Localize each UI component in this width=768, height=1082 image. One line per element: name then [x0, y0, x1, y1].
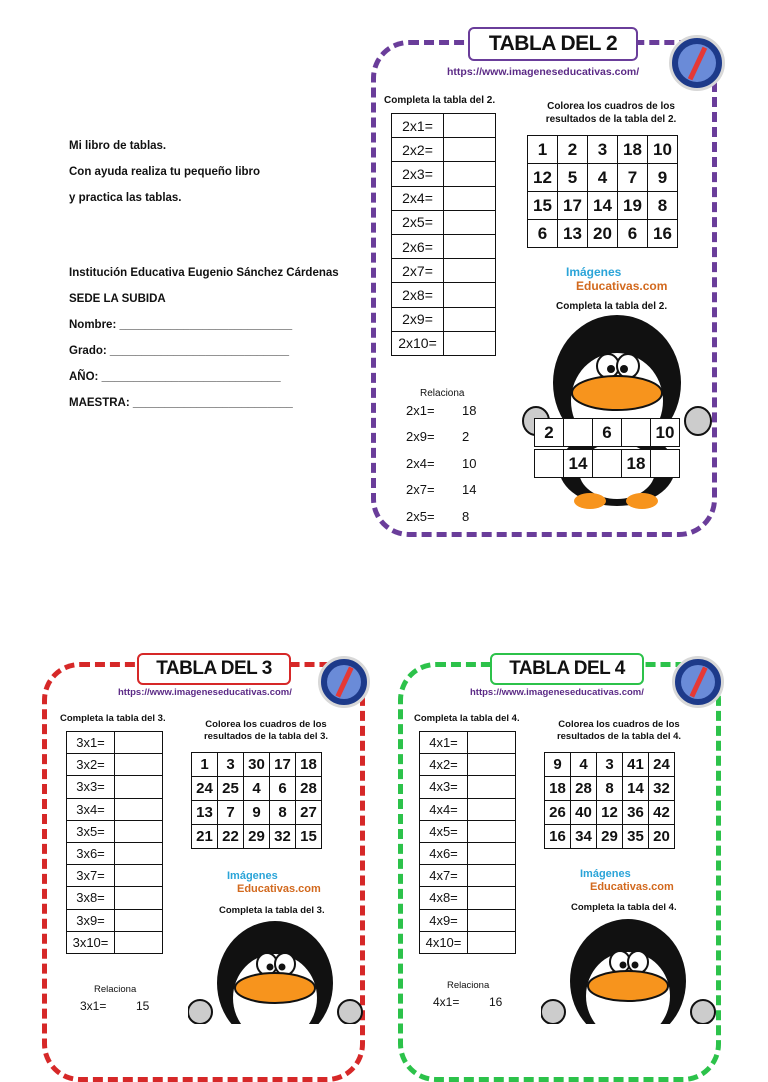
relate-expression: 2x4=: [406, 455, 435, 471]
relate-value: 18: [462, 402, 477, 418]
grid-cell: 34: [571, 825, 597, 849]
grid-cell: 36: [623, 801, 649, 825]
multiplication-label: 4x7=: [420, 865, 468, 887]
relate-list: [406, 397, 476, 530]
grid-cell: 30: [244, 753, 270, 777]
multiplication-label: 4x5=: [420, 820, 468, 842]
grid-cell: 12: [597, 801, 623, 825]
relate-expression: 2x1=: [406, 402, 435, 418]
grid-cell: 8: [597, 777, 623, 801]
grid-cell: 18: [296, 753, 322, 777]
grid-cell: 28: [571, 777, 597, 801]
answer-cell: [444, 307, 496, 331]
table-row: [67, 798, 163, 820]
relate-expression: 2x7=: [406, 482, 435, 498]
answer-cell: [115, 842, 163, 864]
grid-row: [192, 801, 322, 825]
answer-cell: [468, 732, 516, 754]
instruction: Completa la tabla del 2.: [384, 95, 496, 106]
table-row: [67, 931, 163, 953]
table-row: [420, 931, 516, 953]
grid-row: [528, 136, 678, 164]
grid-cell: 24: [649, 753, 675, 777]
answer-cell: [468, 909, 516, 931]
card-title: TABLA DEL 4: [490, 653, 644, 685]
grid-cell: 1: [192, 753, 218, 777]
intro-line: y practica las tablas.: [69, 192, 182, 204]
instruction: Completa la tabla del 4.: [414, 713, 520, 724]
grid-row: [528, 164, 678, 192]
grid-cell: 22: [218, 825, 244, 849]
answer-cell: [468, 931, 516, 953]
grid-row: [545, 753, 675, 777]
brand-line: Imágenes: [566, 265, 622, 279]
multiplication-label: 3x6=: [67, 842, 115, 864]
grid-cell: 29: [597, 825, 623, 849]
table-row: [420, 776, 516, 798]
intro-line: Con ayuda realiza tu pequeño libro: [69, 166, 261, 178]
answer-cell: [115, 909, 163, 931]
multiplication-label: 3x2=: [67, 754, 115, 776]
multiplication-label: 4x6=: [420, 842, 468, 864]
answer-cell: [468, 865, 516, 887]
grid-cell: [535, 450, 564, 478]
table-row: [420, 842, 516, 864]
answer-cell: [115, 865, 163, 887]
multiplication-label: 4x10=: [420, 931, 468, 953]
answer-cell: [468, 754, 516, 776]
relate-title: Relaciona: [420, 388, 465, 399]
relate-item: [406, 477, 476, 504]
grid-cell: 25: [218, 777, 244, 801]
penguin-illustration: [188, 918, 363, 1024]
grid-cell: 2: [535, 419, 564, 447]
grid-cell: 7: [218, 801, 244, 825]
table-row: [420, 798, 516, 820]
multiplication-label: 4x4=: [420, 798, 468, 820]
table-row: [392, 234, 496, 258]
grid-cell: 6: [593, 419, 622, 447]
answer-cell: [444, 186, 496, 210]
relate-list: [433, 989, 502, 1016]
grid-cell: 17: [270, 753, 296, 777]
card-title: TABLA DEL 2: [468, 27, 638, 61]
color-grid: [527, 135, 678, 248]
grid-cell: 9: [545, 753, 571, 777]
grid-cell: 18: [622, 450, 651, 478]
name-field: Nombre: ___________________________: [69, 319, 293, 331]
answer-cell: [468, 842, 516, 864]
table-row: [392, 210, 496, 234]
grid-row: [192, 753, 322, 777]
table-row: [67, 776, 163, 798]
grid-cell: 21: [192, 825, 218, 849]
instruction: [539, 719, 699, 743]
grid-cell: 28: [296, 777, 322, 801]
intro-line: Mi libro de tablas.: [69, 140, 167, 152]
grid-cell: [651, 450, 680, 478]
multiplication-label: 4x2=: [420, 754, 468, 776]
grid-cell: 2: [558, 136, 588, 164]
grid-cell: 35: [623, 825, 649, 849]
relate-list: [80, 993, 149, 1020]
grid-cell: 27: [296, 801, 322, 825]
site-url: https://www.imageneseducativas.com/: [470, 687, 644, 698]
table-row: [392, 331, 496, 355]
grid-cell: 32: [649, 777, 675, 801]
grid-cell: [564, 419, 593, 447]
multiplication-label: 4x1=: [420, 732, 468, 754]
grid-cell: 20: [588, 220, 618, 248]
grid-cell: 13: [558, 220, 588, 248]
answer-cell: [444, 259, 496, 283]
table-row: [392, 307, 496, 331]
multiplication-table: [419, 731, 516, 954]
grid-cell: 8: [648, 192, 678, 220]
answer-cell: [444, 283, 496, 307]
relate-value: 15: [136, 999, 150, 1014]
answer-cell: [468, 887, 516, 909]
grid-cell: 10: [651, 419, 680, 447]
brand-line: Educativas.com: [237, 883, 321, 895]
multiplication-label: 3x5=: [67, 820, 115, 842]
table-row: [392, 259, 496, 283]
instruction: Completa la tabla del 2.: [556, 301, 668, 312]
grid-cell: 4: [244, 777, 270, 801]
brand-line: Educativas.com: [576, 279, 668, 293]
grid-row: [535, 450, 680, 478]
relate-item: [406, 503, 476, 530]
multiplication-table: [391, 113, 496, 356]
grid-cell: 12: [528, 164, 558, 192]
grid-cell: 32: [270, 825, 296, 849]
grid-row: [528, 192, 678, 220]
table-row: [420, 865, 516, 887]
answer-cell: [444, 210, 496, 234]
multiplication-label: 2x7=: [392, 259, 444, 283]
grid-cell: 6: [528, 220, 558, 248]
table-row: [420, 754, 516, 776]
multiplication-label: 3x1=: [67, 732, 115, 754]
relate-value: 10: [462, 455, 477, 471]
multiplication-label: 2x8=: [392, 283, 444, 307]
grid-cell: 19: [618, 192, 648, 220]
grid-row: [545, 801, 675, 825]
grid-cell: 13: [192, 801, 218, 825]
grid-cell: 6: [618, 220, 648, 248]
brand-logo: [227, 870, 321, 896]
multiplication-label: 3x4=: [67, 798, 115, 820]
table-row: [67, 842, 163, 864]
grid-cell: 42: [649, 801, 675, 825]
multiplication-label: 3x10=: [67, 931, 115, 953]
relate-item: [406, 424, 476, 451]
grid-cell: 26: [545, 801, 571, 825]
multiplication-label: 2x9=: [392, 307, 444, 331]
multiplication-label: 4x9=: [420, 909, 468, 931]
instruction: Completa la tabla del 3.: [60, 713, 166, 724]
grid-row: [192, 825, 322, 849]
grid-row: [545, 777, 675, 801]
multiplication-label: 2x6=: [392, 234, 444, 258]
multiplication-label: 2x1=: [392, 114, 444, 138]
table-row: [420, 820, 516, 842]
grid-cell: [593, 450, 622, 478]
site-url: https://www.imageneseducativas.com/: [447, 66, 640, 78]
table-row: [420, 887, 516, 909]
brand-line: Educativas.com: [590, 881, 674, 893]
answer-cell: [115, 732, 163, 754]
grid-cell: 6: [270, 777, 296, 801]
instruction: [523, 100, 699, 126]
instruction-line: resultados de la tabla del 3.: [203, 731, 329, 742]
relate-title: Relaciona: [94, 984, 137, 995]
grid-cell: 9: [648, 164, 678, 192]
answer-cell: [468, 798, 516, 820]
grid-cell: 18: [618, 136, 648, 164]
multiplication-label: 4x3=: [420, 776, 468, 798]
relate-expression: 4x1=: [433, 995, 460, 1010]
multiplication-table: [66, 731, 163, 954]
multiplication-label: 2x10=: [392, 331, 444, 355]
instruction: Completa la tabla del 4.: [571, 902, 677, 913]
site-logo-icon: [669, 35, 725, 91]
instruction-line: Colorea los cuadros de los: [205, 719, 327, 730]
table-row: [67, 754, 163, 776]
table-row: [392, 283, 496, 307]
teacher-field: MAESTRA: _________________________: [69, 397, 293, 409]
table-row: [392, 138, 496, 162]
relate-expression: 2x5=: [406, 508, 435, 524]
relate-value: 8: [462, 508, 470, 524]
answer-cell: [115, 776, 163, 798]
multiplication-label: 3x3=: [67, 776, 115, 798]
multiplication-label: 2x3=: [392, 162, 444, 186]
brand-logo: [566, 265, 667, 293]
grid-cell: 18: [545, 777, 571, 801]
relate-item: [80, 993, 149, 1020]
site-url: https://www.imageneseducativas.com/: [118, 687, 292, 698]
multiplication-label: 2x4=: [392, 186, 444, 210]
answer-cell: [115, 754, 163, 776]
grid-cell: 16: [545, 825, 571, 849]
site-logo-icon: [672, 656, 724, 708]
relate-value: 2: [462, 429, 470, 445]
site-logo-icon: [318, 656, 370, 708]
grid-cell: 3: [218, 753, 244, 777]
relate-title: Relaciona: [447, 980, 490, 991]
relate-value: 14: [462, 482, 477, 498]
grid-cell: 7: [618, 164, 648, 192]
grade-field: Grado: ____________________________: [69, 345, 289, 357]
grid-cell: 20: [649, 825, 675, 849]
year-field: AÑO: ____________________________: [69, 371, 281, 383]
grid-cell: 14: [588, 192, 618, 220]
grid-cell: 15: [528, 192, 558, 220]
grid-cell: 41: [623, 753, 649, 777]
instruction: [186, 719, 346, 743]
grid-cell: 24: [192, 777, 218, 801]
color-grid: [191, 752, 322, 849]
school-info: [69, 260, 339, 416]
table-row: [67, 820, 163, 842]
grid-cell: 3: [588, 136, 618, 164]
grid-cell: 3: [597, 753, 623, 777]
grid-cell: 10: [648, 136, 678, 164]
answer-cell: [444, 234, 496, 258]
grid-cell: 15: [296, 825, 322, 849]
instruction: Completa la tabla del 3.: [219, 905, 325, 916]
relate-item: [406, 397, 476, 424]
multiplication-label: 2x5=: [392, 210, 444, 234]
table-row: [67, 732, 163, 754]
grid-cell: 8: [270, 801, 296, 825]
multiplication-label: 2x2=: [392, 138, 444, 162]
answer-cell: [115, 887, 163, 909]
grid-row: [545, 825, 675, 849]
relate-item: [433, 989, 502, 1016]
penguin-illustration: [520, 313, 714, 518]
grid-row: [528, 220, 678, 248]
instruction-line: Colorea los cuadros de los: [558, 719, 680, 730]
school-sede: SEDE LA SUBIDA: [69, 293, 166, 305]
relate-expression: 2x9=: [406, 429, 435, 445]
brand-line: Imágenes: [580, 868, 631, 880]
multiplication-label: 3x8=: [67, 887, 115, 909]
relate-expression: 3x1=: [80, 999, 107, 1014]
answer-cell: [115, 820, 163, 842]
grid-cell: 29: [244, 825, 270, 849]
answer-cell: [444, 162, 496, 186]
brand-logo: [580, 868, 674, 894]
answer-cell: [444, 331, 496, 355]
brand-line: Imágenes: [227, 870, 278, 882]
school-name: Institución Educativa Eugenio Sánchez Cárdenas: [69, 267, 339, 279]
table-row: [392, 114, 496, 138]
grid-cell: 1: [528, 136, 558, 164]
instruction-line: resultados de la tabla del 2.: [545, 114, 677, 125]
table-row: [420, 909, 516, 931]
grid-cell: 17: [558, 192, 588, 220]
instruction-line: Colorea los cuadros de los: [547, 101, 675, 112]
penguin-top-row: [534, 418, 680, 447]
grid-row: [192, 777, 322, 801]
table-row: [67, 909, 163, 931]
table-row: [420, 732, 516, 754]
grid-cell: 16: [648, 220, 678, 248]
relate-value: 16: [489, 995, 503, 1010]
answer-cell: [444, 114, 496, 138]
grid-cell: [622, 419, 651, 447]
grid-row: [535, 419, 680, 447]
grid-cell: 9: [244, 801, 270, 825]
answer-cell: [444, 138, 496, 162]
grid-cell: 14: [623, 777, 649, 801]
multiplication-label: 3x7=: [67, 865, 115, 887]
table-row: [392, 186, 496, 210]
table-row: [67, 887, 163, 909]
table-row: [392, 162, 496, 186]
penguin-bottom-row: [534, 449, 680, 478]
relate-item: [406, 450, 476, 477]
multiplication-label: 4x8=: [420, 887, 468, 909]
answer-cell: [115, 931, 163, 953]
penguin-illustration: [541, 916, 716, 1024]
table-row: [67, 865, 163, 887]
intro-text: [69, 133, 260, 211]
multiplication-label: 3x9=: [67, 909, 115, 931]
color-grid: [544, 752, 675, 849]
grid-cell: 4: [571, 753, 597, 777]
grid-cell: 4: [588, 164, 618, 192]
grid-cell: 5: [558, 164, 588, 192]
grid-cell: 14: [564, 450, 593, 478]
answer-cell: [468, 776, 516, 798]
card-title: TABLA DEL 3: [137, 653, 291, 685]
answer-cell: [468, 820, 516, 842]
answer-cell: [115, 798, 163, 820]
instruction-line: resultados de la tabla del 4.: [556, 731, 682, 742]
grid-cell: 40: [571, 801, 597, 825]
